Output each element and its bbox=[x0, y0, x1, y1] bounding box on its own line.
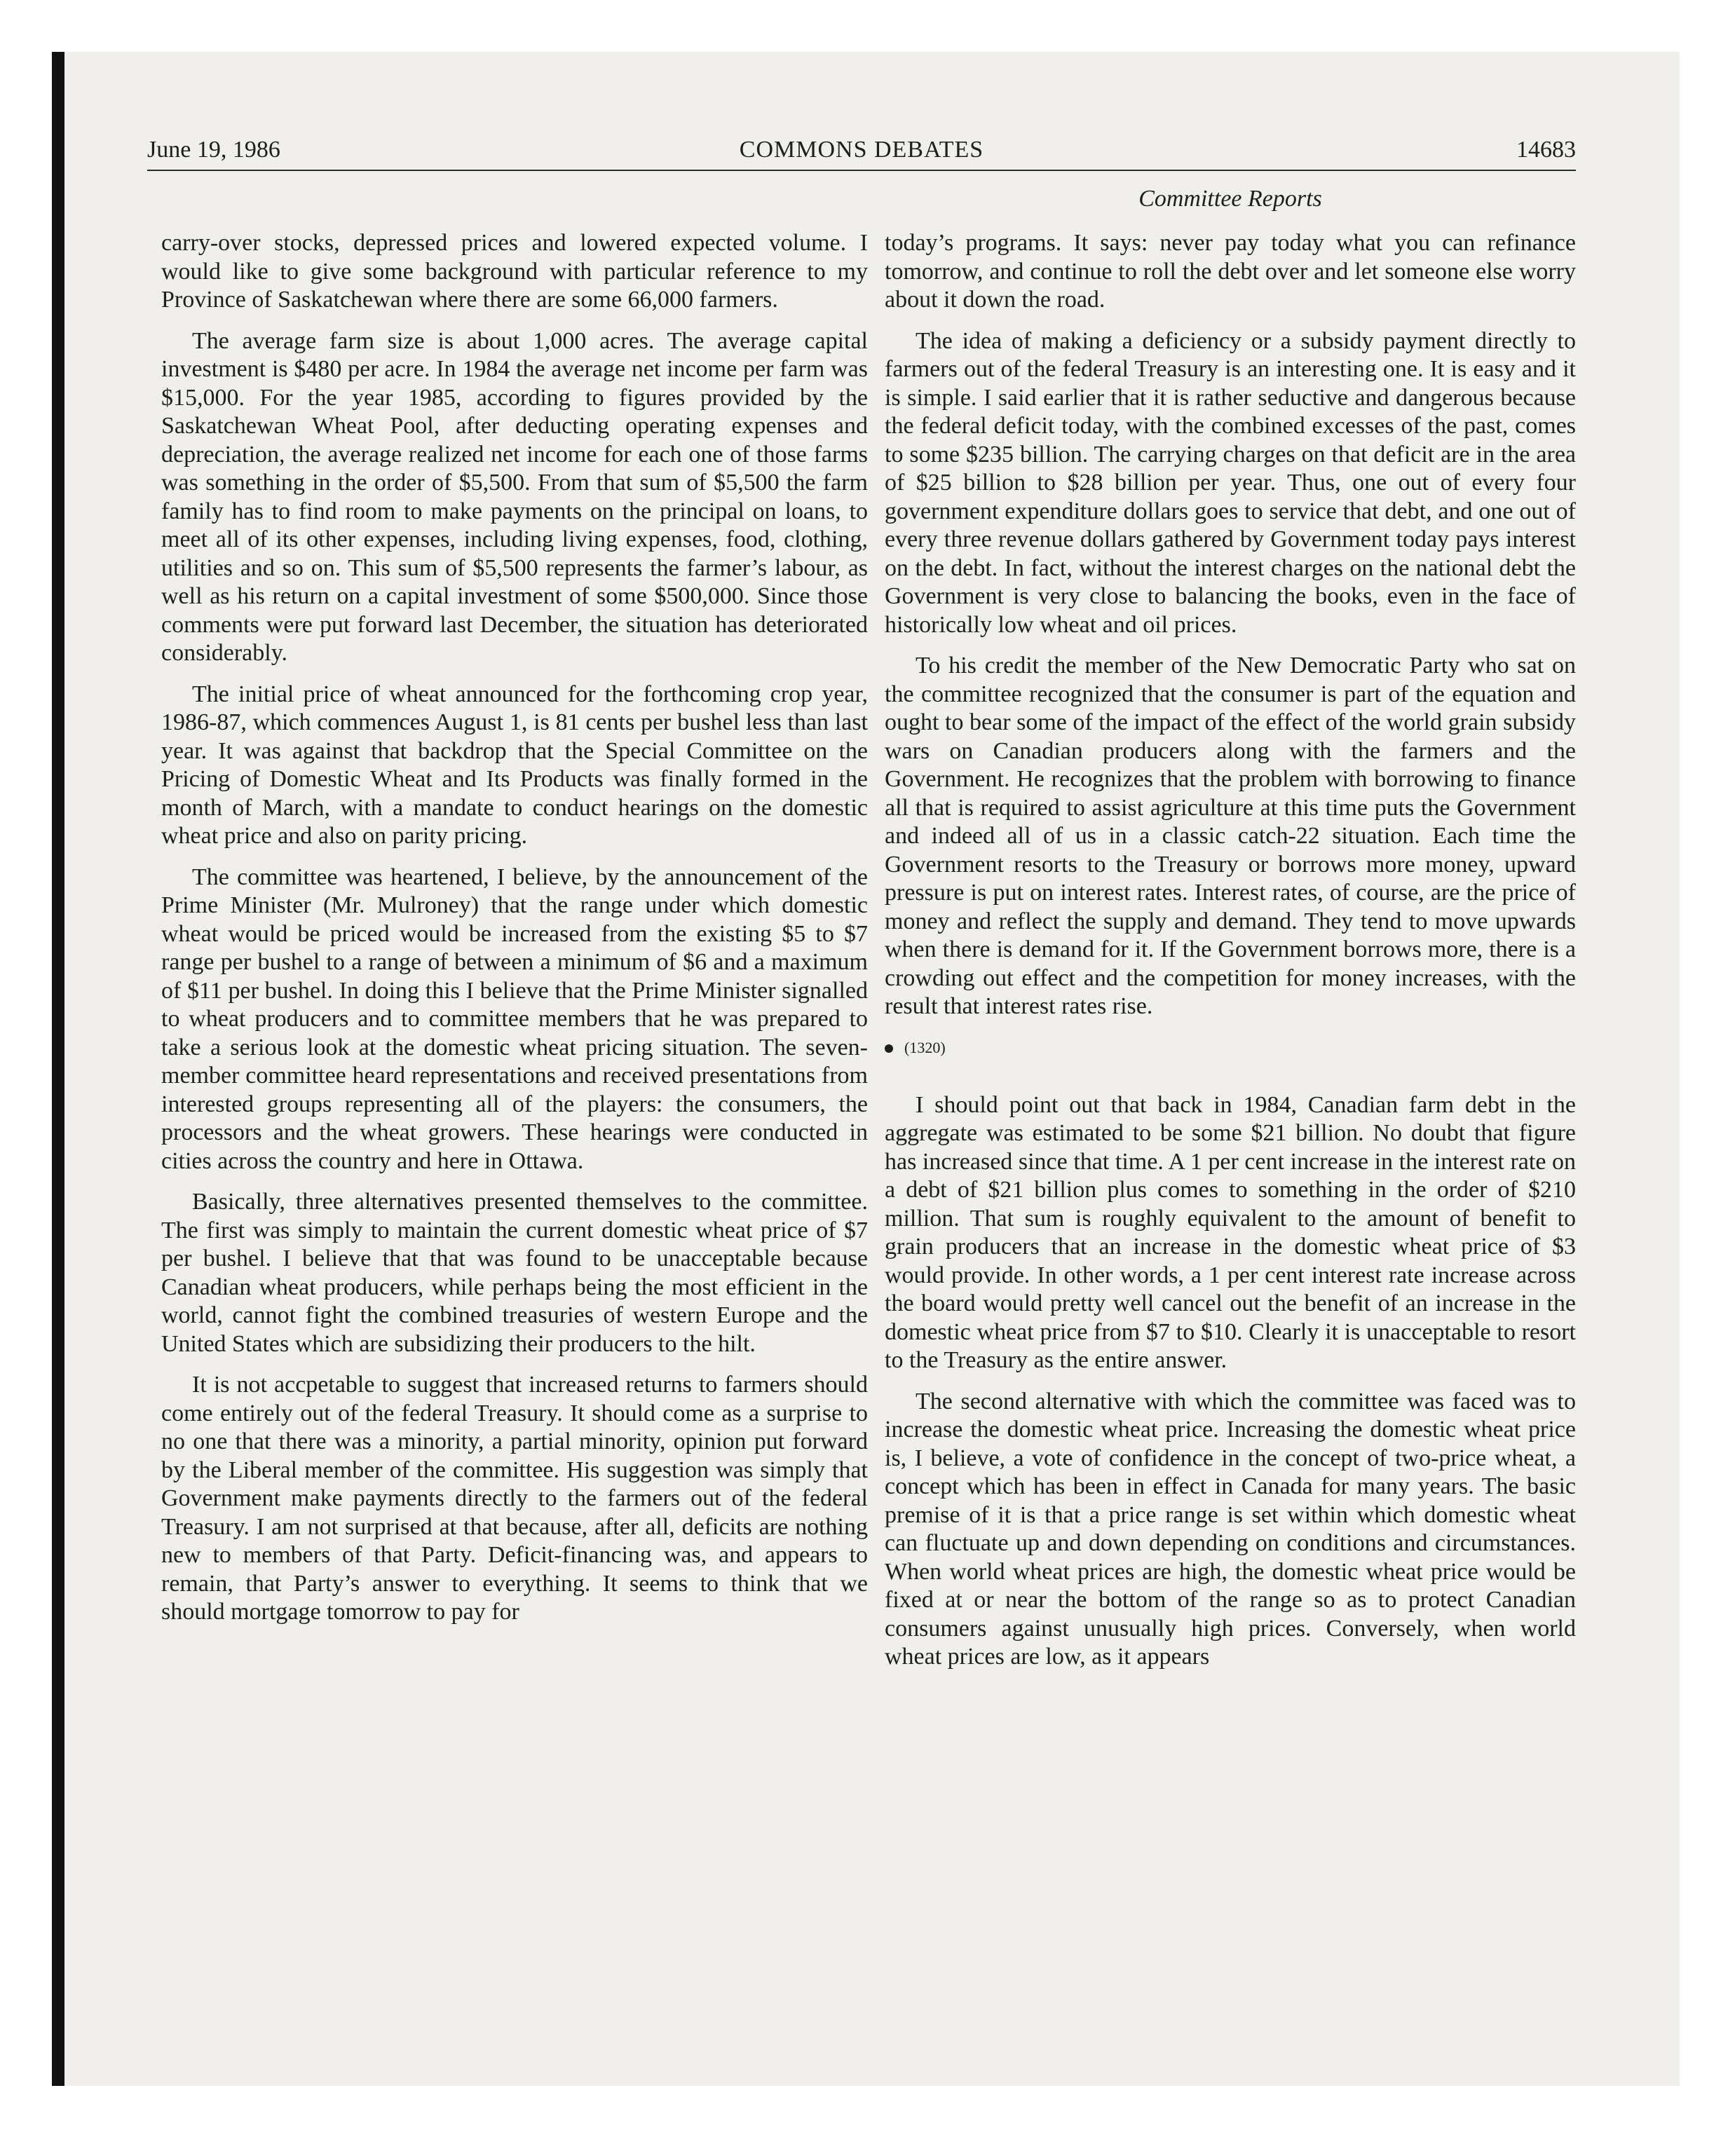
paragraph: The second alternative with which the committee was faced was to increase the domestic wheat price. Increasing the domestic wheat price is, I believe, a vote of confidence in the concept of two-price wheat, a concept which has been in effect in Canada for many years. The basic premise of it is that a price range is set within which domestic wheat can fluctuate up and down depending on conditions and circumstances. When world wheat prices are high, the domestic wheat price would be fixed at or near the bottom of the range so as to protect Canadian consumers against unusually high prices. Conversely, when world wheat prices are low, as it appears bbox=[885, 1388, 1576, 1670]
running-header bbox=[147, 132, 1576, 168]
timestamp-text: (1320) bbox=[904, 1038, 946, 1056]
bullet-icon bbox=[885, 1044, 893, 1053]
paragraph: The committee was heartened, I believe, by the announcement of the Prime Minister (Mr. Mulroney) that the range under which domestic wheat would be priced would be increased from the existing $5 to $7 range per bushel to a range of between a minimum of $6 and a maximum of $11 per bushel. In doing this I believe that the Prime Minister signalled to wheat producers and to committee members that he was prepared to take a serious look at the domestic wheat pricing situation. The seven-member committee heard representations and received presentations from interested groups representing all of the players: the consumers, the processors and the wheat growers. These hearings were conducted in cities across the country and here in Ottawa. bbox=[161, 864, 868, 1174]
paragraph: Basically, three alternatives presented themselves to the committee. The first was simply to maintain the current domestic wheat price of $7 per bushel. I believe that that was found to be unacceptable because Canadian wheat producers, while perhaps being the most efficient in the world, cannot fight the combined treasuries of western Europe and the United States which are subsidizing their producers to the hilt. bbox=[161, 1189, 868, 1357]
header-date: June 19, 1986 bbox=[147, 137, 280, 163]
paragraph: The average farm size is about 1,000 acres. The average capital investment is $480 per acre. In 1984 the average net income per farm was $15,000. For the year 1985, according to figures provided by the Saskatchewan Wheat Pool, after deducting operating expenses and depreciation, the average realized net income for each one of those farms was something in the order of $5,500. From that sum of $5,500 the farm family has to find room to make payments on the principal on loans, to meet all of its other expenses, including living expenses, food, clothing, utilities and so on. This sum of $5,500 represents the farmer’s labour, as well as his return on a capital investment of some $500,000. Since those comments were put forward last December, the situation has deteriorated considerably. bbox=[161, 327, 868, 666]
paragraph: The initial price of wheat announced for the forthcoming crop year, 1986-87, which commences August 1, is 81 cents per bushel less than last year. It was against that backdrop that the Special Committee on the Pricing of Domestic Wheat and Its Products was finally formed in the month of March, with a mandate to conduct hearings on the domestic wheat price and also on parity pricing. bbox=[161, 681, 868, 849]
paragraph: carry-over stocks, depressed prices and lowered expected volume. I would like to give some background with particular reference to my Province of Saskatchewan where there are some 66,000 farmers. bbox=[161, 230, 868, 313]
paragraph: I should point out that back in 1984, Canadian farm debt in the aggregate was estimated to be some $21 billion. No doubt that figure has increased since that time. A 1 per cent increase in the interest rate on a debt of $21 billion plus comes to something in the order of $210 million. That sum is roughly equivalent to the amount of benefit to grain producers that an increase in the domestic wheat price of $3 would provide. In other words, a 1 per cent interest rate increase across the board would pretty well cancel out the benefit of an increase in the domestic wheat price from $7 to $10. Clearly it is unacceptable to resort to the Treasury as the entire answer. bbox=[885, 1091, 1576, 1373]
left-column bbox=[161, 229, 868, 1639]
right-column bbox=[885, 229, 1576, 1684]
paragraph: To his credit the member of the New Democratic Party who sat on the committee recognized that the consumer is part of the equation and ought to bear some of the impact of the effect of the world grain subsidy wars on Canadian producers along with the farmers and the Government. He recognizes that the problem with borrowing to finance all that is required to assist agriculture at this time puts the Government and indeed all of us in a classic catch-22 situation. Each time the Government resorts to the Treasury or borrows more money, upward pressure is put on interest rates. Interest rates, of course, are the price of money and reflect the supply and demand. They tend to move upwards when there is demand for it. If the Government borrows more, there is a crowding out effect and the competition for money increases, with the result that interest rates rise. bbox=[885, 653, 1576, 1019]
header-rule bbox=[147, 170, 1576, 171]
scan-edge-bar bbox=[52, 52, 64, 2086]
paragraph: It is not accpetable to suggest that increased returns to farmers should come entirely out of the federal Treasury. It should come as a surprise to no one that there was a minority, a partial minority, opinion put forward by the Liberal member of the committee. His suggestion was simply that Government make payments directly to the farmers out of the federal Treasury. I am not surprised at that because, after all, deficits are nothing new to members of that Party. Deficit-financing was, and appears to remain, that Party’s answer to everything. It seems to think that we should mortgage tomorrow to pay for bbox=[161, 1372, 868, 1625]
paragraph: today’s programs. It says: never pay today what you can refinance tomorrow, and continue to roll the debt over and let someone else worry about it down the road. bbox=[885, 230, 1576, 313]
paragraph: The idea of making a deficiency or a subsidy payment directly to farmers out of the federal Treasury is an interesting one. It is easy and it is simple. I said earlier that it is rather seductive and dangerous because the federal deficit today, with the combined excesses of the past, comes to some $235 billion. The carrying charges on that deficit are in the area of $25 billion to $28 billion per year. Thus, one out of every four government expenditure dollars goes to service that debt, and one out of every three revenue dollars gathered by Government today pays interest on the debt. In fact, without the interest charges on the national debt the Government is very close to balancing the books, even in the face of historically low wheat and oil prices. bbox=[885, 327, 1576, 638]
page-number: 14683 bbox=[1516, 137, 1576, 163]
timestamp-marker bbox=[885, 1034, 1576, 1062]
section-label: Committee Reports bbox=[1138, 186, 1322, 212]
header-title: COMMONS DEBATES bbox=[739, 137, 984, 163]
